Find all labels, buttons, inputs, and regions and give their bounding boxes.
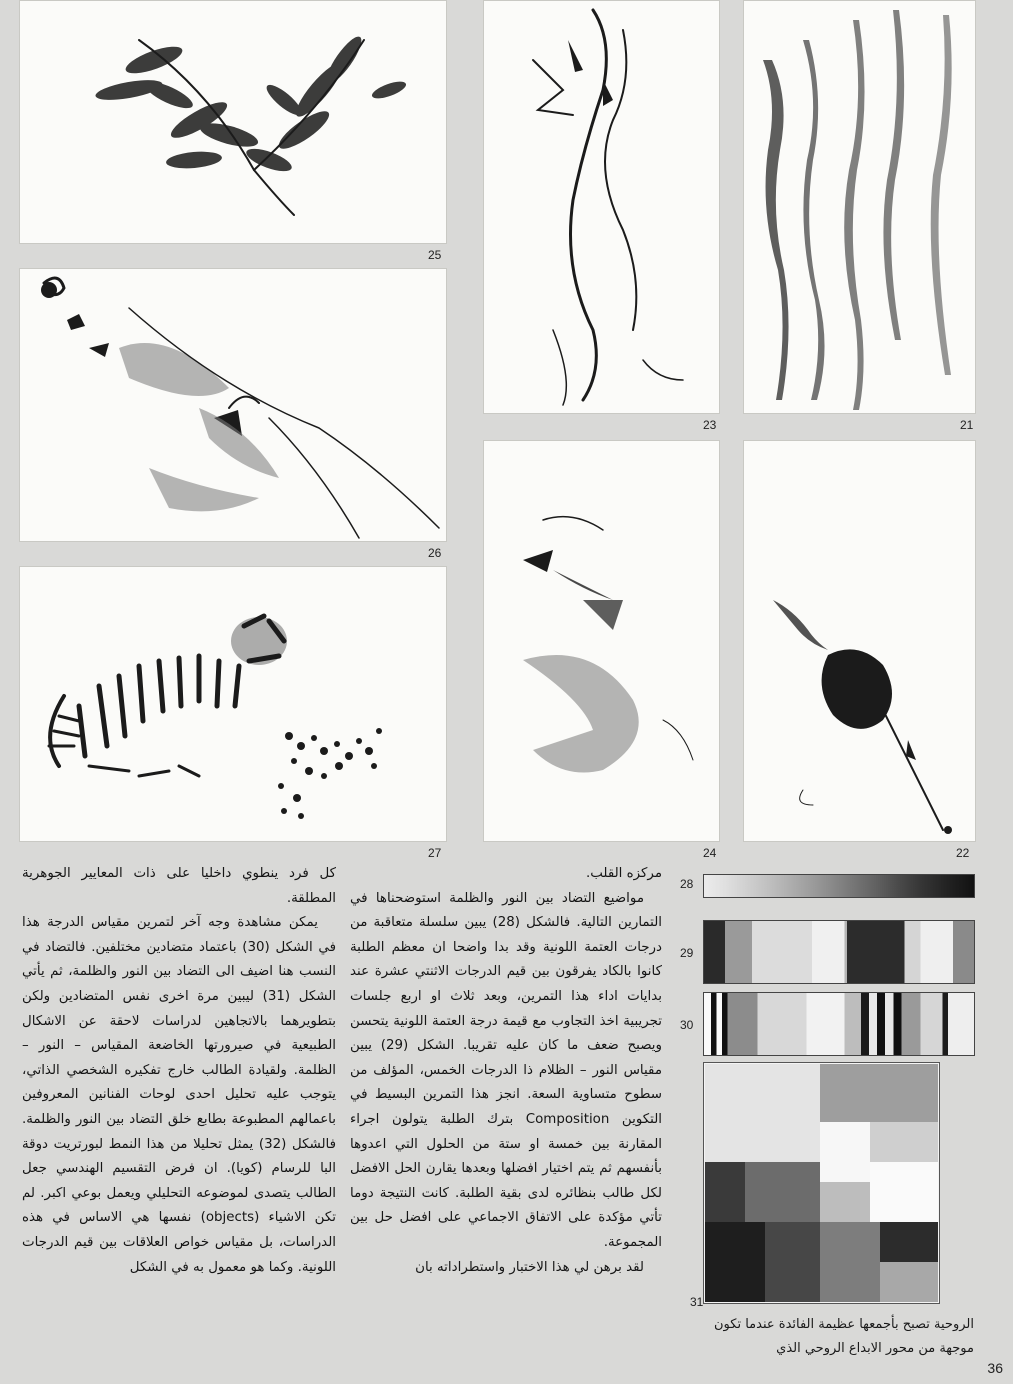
figure-number-24: 24 bbox=[703, 846, 717, 860]
figure-number-26: 26 bbox=[428, 546, 442, 560]
figure-study-drawing bbox=[483, 0, 720, 414]
left-column-text bbox=[22, 862, 336, 1280]
figure-29-five-step-scale bbox=[703, 920, 975, 984]
figure-number-29: 29 bbox=[680, 946, 694, 960]
figure-31-tonal-composition bbox=[703, 1062, 940, 1304]
right-column-text bbox=[690, 1313, 974, 1361]
figure-28-value-scale bbox=[703, 874, 975, 898]
tonal-composition-blocks bbox=[703, 1062, 940, 1304]
figure-number-22: 22 bbox=[956, 846, 970, 860]
figure-25-fern bbox=[19, 0, 447, 244]
figure-26-ink-study bbox=[19, 268, 447, 542]
central-blot-drawing bbox=[743, 440, 976, 842]
figure-number-27: 27 bbox=[428, 846, 442, 860]
figure-21-vertical-strokes bbox=[743, 0, 976, 414]
left-paragraph-2: يمكن مشاهدة وجه آخر لتمرين مقياس الدرجة هذا في الشكل (30) باعتماد متضادين مختلفين. فالتضاد في النسب هنا اضيف الى التضاد بين النور والظلمة، ثم يأتي الشكل (31) ليبين مرة اخرى نفس المتضادين ولكن بتطويرهما بالاتجاهين لدراسات لاحقة عن الاشكال الطبيعية في صيرورتها الخاضعة المقياس – النور – الظلمة. ولقيادة الطالب خارج تفكيره الشخصي الذاتي، يتوجب عليه تحليل احدى لوحات الفنانين المعروفين باعمالهم المطبوعة بطابع خلق التضاد بين النور والظلمة. فالشكل (32) يمثل تحليلا من هذا النمط لبورتريت دوقة البا للرسام (كويا). ان فرض التقسيم الهندسي جعل الطالب يتصدى لموضوعه التحليلي ويعمل بوعي اكبر. لم تكن الاشياء (objects) نفسها هي الاساس في هذه الدراسات، بل مقياس خواص العلاقات بين قيم الدرجات اللونية. وكما هو معمول به في الشكل bbox=[22, 915, 337, 1275]
figure-30-proportion-scale bbox=[703, 992, 975, 1056]
middle-paragraph-1: مركزه القلب. bbox=[585, 866, 662, 881]
ink-study-drawing bbox=[19, 268, 447, 542]
figure-number-23: 23 bbox=[703, 418, 717, 432]
figure-number-30: 30 bbox=[680, 1018, 694, 1032]
figure-23-figure-study bbox=[483, 0, 720, 414]
middle-column-text bbox=[350, 862, 662, 1280]
figure-number-31: 31 bbox=[690, 1295, 704, 1309]
figure-24-brush-study bbox=[483, 440, 720, 842]
page-number: 36 bbox=[987, 1360, 1003, 1376]
left-paragraph-1: كل فرد ينطوي داخليا على ذات المعايير الجوهرية المطلقة. bbox=[22, 866, 336, 906]
figure-number-25: 25 bbox=[428, 248, 442, 262]
figure-27-tiger bbox=[19, 566, 447, 842]
fern-drawing bbox=[19, 0, 447, 244]
right-column-paragraph: الروحية تصبح بأجمعها عظيمة الفائدة عندما تكون موجهة من محور الابداع الروحي الذي bbox=[714, 1317, 974, 1356]
tiger-drawing bbox=[19, 566, 447, 842]
brush-study-drawing bbox=[483, 440, 720, 842]
vertical-strokes-drawing bbox=[743, 0, 976, 414]
middle-paragraph-2: مواضيع التضاد بين النور والظلمة استوضحناها في التمارين التالية. فالشكل (28) يبين سلسلة متعاقبة من درجات العتمة اللونية وقد بدا واضحا ان معظم الطلبة كانوا بالكاد يفرقون بين قيم الدرجات الاثنتي عشرة عند بدايات اداء هذا التمرين، وبعد ثلاث او اربع جلسات تجريبية اخذ التجاوب مع قيمة درجة العتمة اللونية يتحسن ويصبح ضعف ما كان عليه تقريبا. الشكل (29) يبين مقياس النور – الظلام ذا الدرجات الخمس، المؤلف من سطوح متساوية السعة. انجز هذا التمرين البسيط في التكوين Composition بترك الطلبة يتولون اجراء المقارنة بين خمسة او ستة من الحلول التي اعدوها بأنفسهم ثم يتم اختيار افضلها وبعدها يقارن الحل الافضل لكل طالب بنظائره لدى بقية الطلبة. كانت النتيجة دوما تأتي مؤكدة على الاتفاق الاجماعي على افضل حل بين المجموعة. bbox=[350, 890, 662, 1250]
middle-paragraph-3: لقد برهن لي هذا الاختبار واستطراداته بان bbox=[415, 1259, 644, 1275]
figure-number-28: 28 bbox=[680, 877, 694, 891]
figure-number-21: 21 bbox=[960, 418, 974, 432]
figure-22-central-blot bbox=[743, 440, 976, 842]
